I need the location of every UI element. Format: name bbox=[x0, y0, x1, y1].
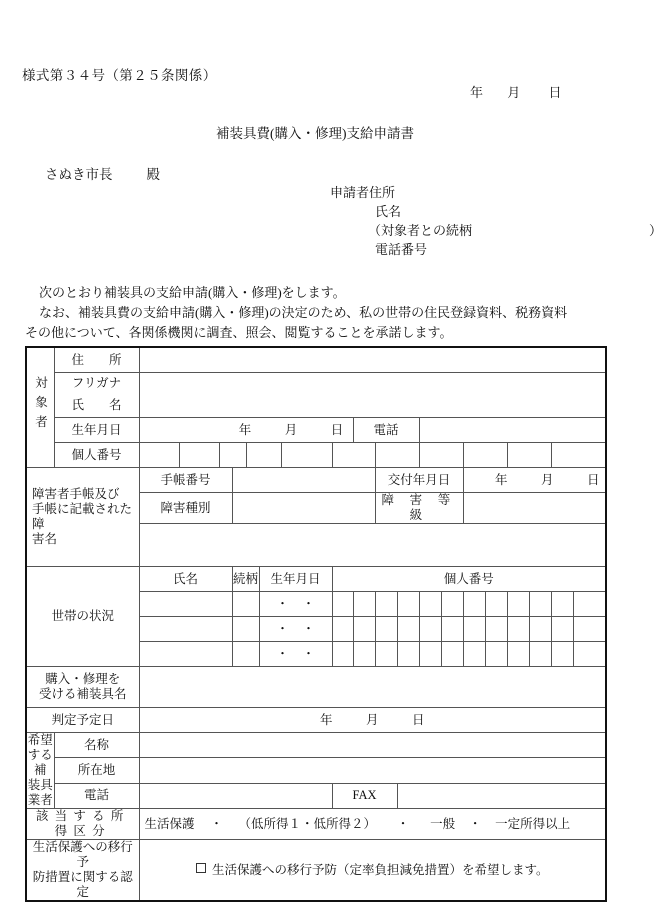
page-title: 補装具費(購入・修理)支給申請書 bbox=[216, 126, 414, 141]
household-col-mynumber: 個人番号 bbox=[332, 567, 606, 592]
handbook-label-line3: 害名 bbox=[32, 532, 58, 546]
income-option-1[interactable]: 生活保護 bbox=[144, 816, 195, 831]
household-birth-sep-b-1: ・ bbox=[302, 596, 315, 611]
household-birth-2[interactable] bbox=[259, 617, 332, 642]
household-mynumber-1-10[interactable] bbox=[529, 592, 551, 617]
table-row-target-birth bbox=[26, 418, 606, 443]
household-col-relation: 続柄 bbox=[232, 567, 259, 592]
application-table bbox=[25, 346, 607, 902]
handbook-label-line2: 手帳に記載された障 bbox=[32, 502, 133, 531]
mynumber-digit-3[interactable] bbox=[219, 443, 246, 468]
household-mynumber-1-6[interactable] bbox=[441, 592, 463, 617]
target-birth-day: 日 bbox=[330, 422, 344, 437]
judgement-label: 判定予定日 bbox=[26, 708, 139, 733]
applicant-name-label: 氏名 bbox=[375, 204, 402, 219]
judgement-value[interactable] bbox=[139, 708, 606, 733]
income-option-4[interactable]: 一定所得以上 bbox=[495, 816, 571, 831]
household-mynumber-2-8[interactable] bbox=[485, 617, 507, 642]
mynumber-digit-1[interactable] bbox=[139, 443, 179, 468]
table-row-device bbox=[26, 667, 606, 708]
handbook-issue-date-label: 交付年月日 bbox=[375, 468, 463, 493]
handbook-number-label: 手帳番号 bbox=[139, 468, 232, 493]
household-birth-sep-a-1: ・ bbox=[276, 596, 289, 611]
household-mynumber-1-2[interactable] bbox=[353, 592, 375, 617]
handbook-grade-value[interactable] bbox=[463, 493, 606, 524]
table-row-target-address bbox=[26, 347, 606, 373]
addressee-honorific: 殿 bbox=[146, 167, 160, 182]
household-mynumber-2-9[interactable] bbox=[507, 617, 529, 642]
household-mynumber-2-1[interactable] bbox=[332, 617, 353, 642]
household-row-label: 世帯の状況 bbox=[26, 567, 139, 667]
device-label-line2: 受ける補装具名 bbox=[38, 687, 127, 701]
device-label-line1: 購入・修理を bbox=[45, 672, 121, 686]
table-row-welfare bbox=[26, 840, 606, 902]
target-name-value[interactable] bbox=[139, 373, 606, 418]
table-row-vendor-address bbox=[26, 758, 606, 783]
mynumber-digit-2[interactable] bbox=[179, 443, 219, 468]
target-birth-month: 月 bbox=[284, 422, 298, 437]
judgement-year: 年 bbox=[320, 712, 333, 727]
table-row-vendor-phone bbox=[26, 783, 606, 808]
vendor-label-line2: 装具業者 bbox=[27, 778, 53, 807]
household-mynumber-1-7[interactable] bbox=[463, 592, 485, 617]
household-mynumber-3-6[interactable] bbox=[441, 642, 463, 667]
table-row-target-furigana bbox=[26, 373, 606, 394]
household-relation-2[interactable] bbox=[232, 617, 259, 642]
income-sep-3: ・ bbox=[468, 816, 482, 831]
target-birth-year: 年 bbox=[238, 422, 252, 437]
header-date-line bbox=[470, 82, 562, 101]
household-relation-3[interactable] bbox=[232, 642, 259, 667]
income-sep-1: ・ bbox=[210, 816, 223, 831]
applicant-relation-close: ） bbox=[649, 223, 662, 238]
household-mynumber-2-12[interactable] bbox=[573, 617, 606, 642]
income-options[interactable] bbox=[139, 809, 606, 840]
household-mynumber-1-8[interactable] bbox=[485, 592, 507, 617]
addressee bbox=[45, 163, 160, 183]
household-birth-sep-b-2: ・ bbox=[302, 621, 315, 636]
welfare-label-line1: 生活保護への移行予 bbox=[32, 840, 133, 869]
household-col-birth: 生年月日 bbox=[259, 567, 332, 592]
household-mynumber-3-7[interactable] bbox=[463, 642, 485, 667]
household-mynumber-3-5[interactable] bbox=[419, 642, 441, 667]
table-row-target-mynumber bbox=[26, 443, 606, 468]
handbook-issue-year: 年 bbox=[495, 472, 508, 487]
welfare-label-line2: 防措置に関する認定 bbox=[32, 870, 133, 899]
body-line-1: 次のとおり補装具の支給申請(購入・修理)をします。 bbox=[39, 285, 346, 300]
target-name-label: 氏 名 bbox=[54, 393, 139, 418]
target-birth-value[interactable] bbox=[139, 418, 353, 443]
vendor-fax-label: FAX bbox=[332, 783, 397, 808]
handbook-disability-names-value[interactable] bbox=[139, 524, 606, 567]
handbook-issue-month: 月 bbox=[541, 472, 554, 487]
mynumber-digit-7[interactable] bbox=[375, 443, 419, 468]
target-mynumber-label: 個人番号 bbox=[54, 443, 139, 468]
income-label: 該当する所得区分 bbox=[26, 809, 139, 840]
applicant-block bbox=[330, 183, 662, 259]
household-mynumber-1-9[interactable] bbox=[507, 592, 529, 617]
body-text bbox=[25, 283, 605, 343]
household-mynumber-2-4[interactable] bbox=[397, 617, 419, 642]
household-name-1[interactable] bbox=[139, 592, 232, 617]
judgement-month: 月 bbox=[366, 712, 379, 727]
target-address-value[interactable] bbox=[139, 347, 606, 373]
income-option-2[interactable]: （低所得１・低所得２） bbox=[238, 816, 377, 831]
target-furigana-label: フリガナ bbox=[54, 373, 139, 394]
applicant-address-label: 申請者住所 bbox=[330, 185, 396, 200]
household-name-2[interactable] bbox=[139, 617, 232, 642]
household-mynumber-3-8[interactable] bbox=[485, 642, 507, 667]
form-number: 様式第３４号（第２５条関係） bbox=[22, 68, 217, 83]
household-mynumber-3-3[interactable] bbox=[375, 642, 397, 667]
household-mynumber-3-1[interactable] bbox=[332, 642, 353, 667]
household-relation-1[interactable] bbox=[232, 592, 259, 617]
vendor-phone-value[interactable] bbox=[139, 783, 332, 808]
handbook-type-value[interactable] bbox=[232, 493, 375, 524]
addressee-name: さぬき市長 bbox=[45, 167, 113, 182]
header-date-day: 日 bbox=[548, 85, 562, 100]
household-mynumber-2-6[interactable] bbox=[441, 617, 463, 642]
applicant-relation-row bbox=[330, 221, 662, 240]
vendor-name-value[interactable] bbox=[139, 733, 606, 758]
mynumber-digit-11[interactable] bbox=[551, 443, 606, 468]
household-mynumber-2-2[interactable] bbox=[353, 617, 375, 642]
welfare-label bbox=[26, 840, 139, 902]
target-address-label: 住 所 bbox=[54, 347, 139, 373]
judgement-day: 日 bbox=[412, 712, 425, 727]
income-sep-2: ・ bbox=[396, 816, 410, 831]
vendor-name-label: 名称 bbox=[54, 733, 139, 758]
mynumber-digit-5[interactable] bbox=[281, 443, 332, 468]
mynumber-digit-9[interactable] bbox=[463, 443, 507, 468]
applicant-phone-label: 電話番号 bbox=[375, 242, 428, 257]
household-birth-sep-b-3: ・ bbox=[302, 646, 315, 661]
body-line-2: なお、補装具費の支給申請(購入・修理)の決定のため、私の世帯の住民登録資料、税務資料 bbox=[39, 305, 568, 320]
household-mynumber-3-10[interactable] bbox=[529, 642, 551, 667]
household-mynumber-1-12[interactable] bbox=[573, 592, 606, 617]
household-mynumber-1-11[interactable] bbox=[551, 592, 573, 617]
household-mynumber-2-7[interactable] bbox=[463, 617, 485, 642]
target-phone-value[interactable] bbox=[419, 418, 606, 443]
header-date-month: 月 bbox=[507, 85, 521, 100]
household-mynumber-1-5[interactable] bbox=[419, 592, 441, 617]
table-row-judgement bbox=[26, 708, 606, 733]
vendor-address-value[interactable] bbox=[139, 758, 606, 783]
household-mynumber-3-9[interactable] bbox=[507, 642, 529, 667]
household-birth-sep-a-3: ・ bbox=[276, 646, 289, 661]
mynumber-digit-6[interactable] bbox=[332, 443, 375, 468]
table-row-income bbox=[26, 809, 606, 840]
handbook-grade-label: 障 害 等 級 bbox=[375, 493, 463, 524]
handbook-number-value[interactable] bbox=[232, 468, 375, 493]
table-row-handbook-number bbox=[26, 468, 606, 493]
vendor-phone-label: 電話 bbox=[54, 783, 139, 808]
household-birth-sep-a-2: ・ bbox=[276, 621, 289, 636]
handbook-issue-day: 日 bbox=[587, 472, 600, 487]
device-label bbox=[26, 667, 139, 708]
household-mynumber-2-5[interactable] bbox=[419, 617, 441, 642]
mynumber-digit-4[interactable] bbox=[246, 443, 281, 468]
household-mynumber-3-2[interactable] bbox=[353, 642, 375, 667]
body-line-3: その他について、各関係機関に調査、照会、閲覧することを承諾します。 bbox=[25, 325, 453, 340]
vendor-label-line1: 希望する補 bbox=[27, 733, 53, 777]
checkbox-icon[interactable] bbox=[196, 863, 206, 873]
welfare-checkbox-row[interactable] bbox=[139, 840, 606, 902]
household-mynumber-2-10[interactable] bbox=[529, 617, 551, 642]
table-row-vendor-name bbox=[26, 733, 606, 758]
mynumber-digit-10[interactable] bbox=[507, 443, 551, 468]
household-mynumber-2-3[interactable] bbox=[375, 617, 397, 642]
household-mynumber-1-3[interactable] bbox=[375, 592, 397, 617]
handbook-issue-date-value[interactable] bbox=[463, 468, 606, 493]
household-mynumber-3-12[interactable] bbox=[573, 642, 606, 667]
header-date-year: 年 bbox=[470, 85, 484, 100]
handbook-label-line1: 障害者手帳及び bbox=[32, 487, 120, 501]
household-birth-3[interactable] bbox=[259, 642, 332, 667]
household-mynumber-1-1[interactable] bbox=[332, 592, 353, 617]
household-name-3[interactable] bbox=[139, 642, 232, 667]
household-mynumber-3-4[interactable] bbox=[397, 642, 419, 667]
target-row-label: 対象者 bbox=[26, 347, 54, 468]
table-row-household-header bbox=[26, 567, 606, 592]
target-phone-label: 電話 bbox=[353, 418, 419, 443]
vendor-fax-value[interactable] bbox=[397, 783, 606, 808]
welfare-checkbox-text: 生活保護への移行予防（定率負担減免措置）を希望します。 bbox=[212, 862, 549, 877]
handbook-type-label: 障害種別 bbox=[139, 493, 232, 524]
income-option-3[interactable]: 一般 bbox=[430, 816, 456, 831]
target-birth-label: 生年月日 bbox=[54, 418, 139, 443]
device-value[interactable] bbox=[139, 667, 606, 708]
vendor-address-label: 所在地 bbox=[54, 758, 139, 783]
household-mynumber-2-11[interactable] bbox=[551, 617, 573, 642]
household-mynumber-3-11[interactable] bbox=[551, 642, 573, 667]
household-mynumber-1-4[interactable] bbox=[397, 592, 419, 617]
household-col-name: 氏名 bbox=[139, 567, 232, 592]
household-birth-1[interactable] bbox=[259, 592, 332, 617]
handbook-row-label bbox=[26, 468, 139, 567]
vendor-row-label bbox=[26, 733, 54, 809]
mynumber-digit-8[interactable] bbox=[419, 443, 463, 468]
applicant-relation-label: （対象者との続柄 bbox=[368, 223, 473, 238]
